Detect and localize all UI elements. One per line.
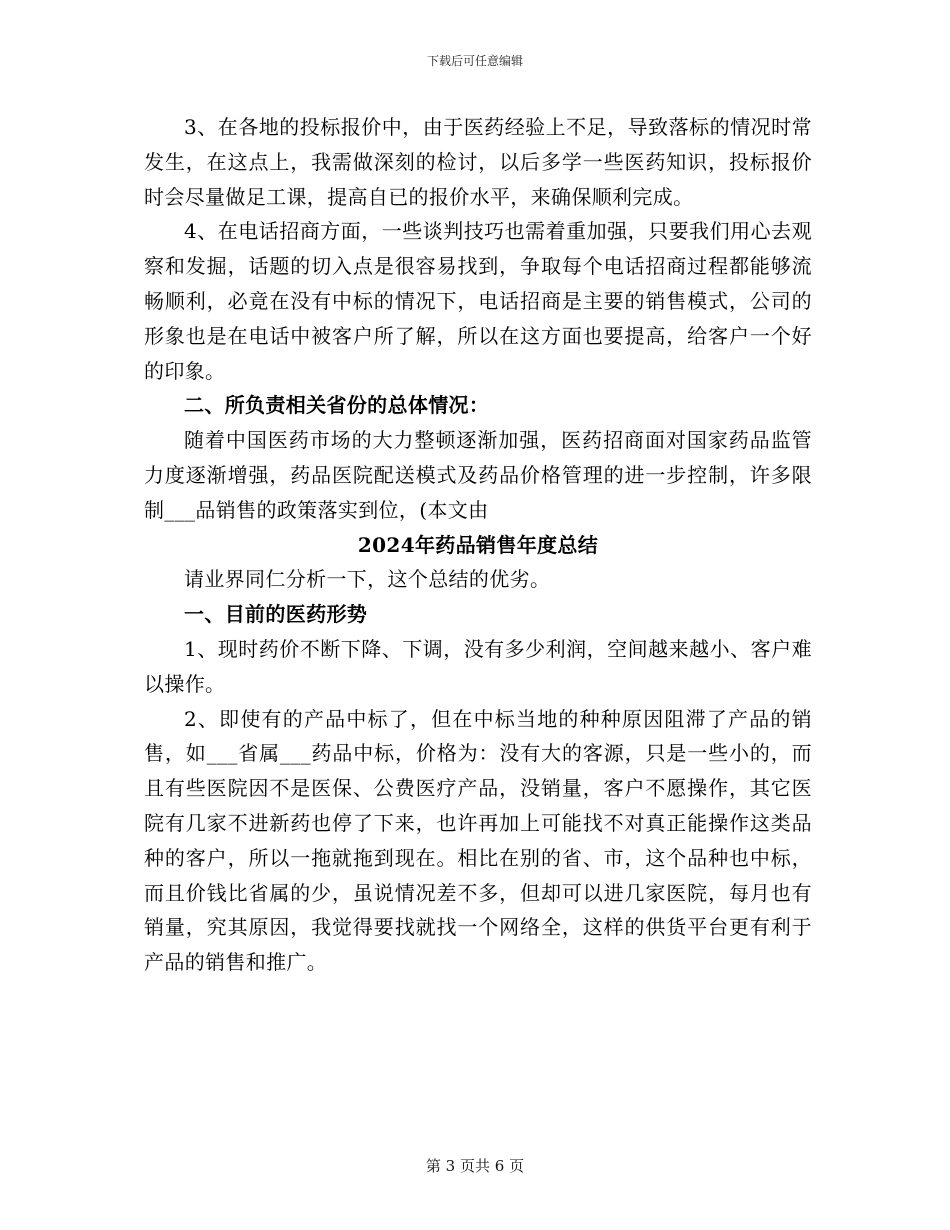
page-number: 第 3 页共 6 页 xyxy=(425,1157,525,1175)
section-heading-situation: 一、目前的医药形势 xyxy=(184,602,368,627)
paragraph-bid-sales: 2、即使有的产品中标了，但在中标当地的种种原因阻滞了产品的销售，如___省属___药品中标，价格为：没有大的客源，只是一些小的，而且有些医院因不是医保、公费医疗产品，没销量，客户不愿操作，其它医院有几家不进新药也停了下来，也许再加上可能找不对真正能操作这类品种的客户，所以一拖就拖到现在。相比在别的省、市，这个品种也中标，而且价钱比省属的少，虽说情况差不多，但却可以进几家医院，每月也有销量，究其原因，我觉得要找就找一个网络全，这样的供货平台更有利于产品的销售和推广。 xyxy=(144,706,812,975)
page-header: 下载后可任意编辑 xyxy=(426,54,523,68)
document-body xyxy=(144,110,812,980)
paragraph-market-regulation: 随着中国医药市场的大力整顿逐渐加强，医药招商面对国家药品监管力度逐渐增强，药品医院配送模式及药品价格管理的进一步控制，许多限制___品销售的政策落实到位，(本文由 xyxy=(144,428,812,522)
section-heading-provinces: 二、所负责相关省份的总体情况： xyxy=(184,393,490,418)
paragraph-phone-sales: 4、在电话招商方面，一些谈判技巧也需着重加强，只要我们用心去观察和发掘，话题的切入点是很容易找到，争取每个电话招商过程都能够流畅顺利，必竟在没有中标的情况下，电话招商是主要的销售模式，公司的形象也是在电话中被客户所了解，所以在这方面也要提高，给客户一个好的印象。 xyxy=(144,219,812,383)
document-title: 2024年药品销售年度总结 xyxy=(357,532,599,557)
paragraph-price-drop: 1、现时药价不断下降、下调，没有多少利润，空间越来越小、客户难以操作。 xyxy=(144,636,812,696)
paragraph-bidding: 3、在各地的投标报价中，由于医药经验上不足，导致落标的情况时常发生，在这点上，我需做深刻的检讨，以后多学一些医药知识，投标报价时会尽量做足工课，提高自已的报价水平，来确保顺利完成。 xyxy=(144,115,812,209)
paragraph-intro: 请业界同仁分析一下，这个总结的优劣。 xyxy=(184,567,551,592)
